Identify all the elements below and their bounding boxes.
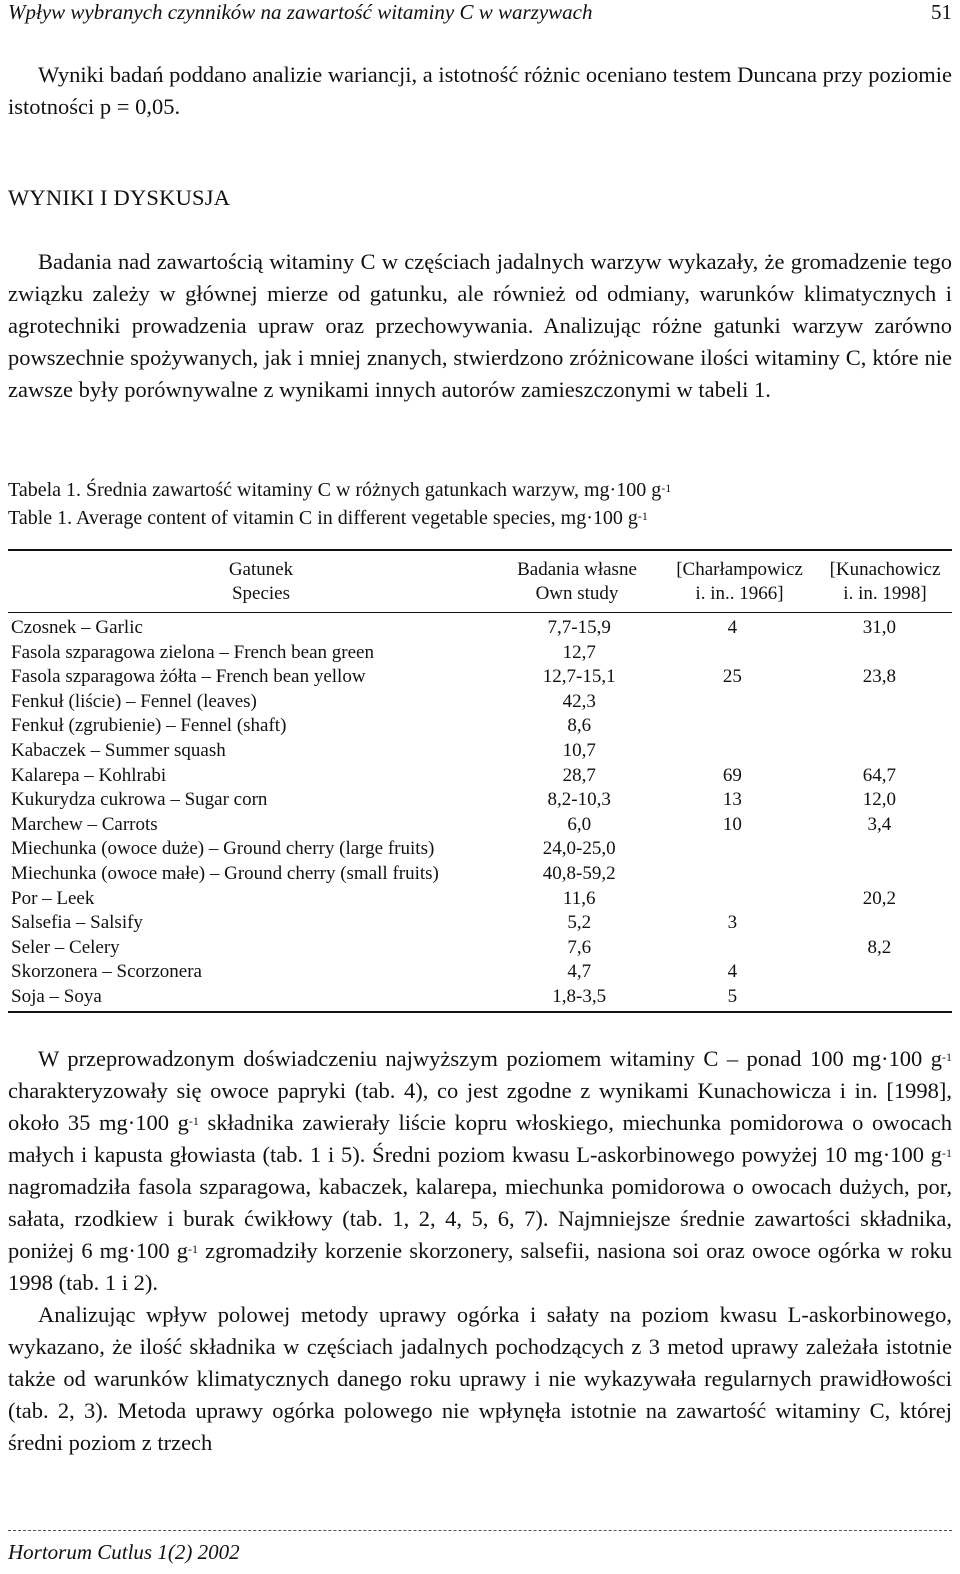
- kunachowicz-cell: [807, 985, 952, 1010]
- own-study-cell: 1,8-3,5: [552, 985, 607, 1007]
- table-row: [8, 690, 952, 715]
- charlampowicz-cell: 5: [727, 985, 738, 1007]
- own-study-cell: 40,8-59,2: [542, 862, 616, 884]
- table-caption-en-text: Table 1. Average content of vitamin C in different vegetable species, mg·100 g: [8, 507, 638, 529]
- own-study-cell: 4,7: [567, 961, 592, 983]
- species-cell: Miechunka (owoce duże) – Ground cherry (large fruits): [11, 838, 435, 860]
- charlampowicz-cell: 13: [722, 789, 742, 811]
- table-row: [8, 714, 952, 739]
- header-charlampowicz: [662, 558, 817, 606]
- table-caption-pl: [8, 477, 671, 503]
- header-ref2-line2: i. in. 1998]: [843, 583, 927, 604]
- own-study-cell: 6,0: [567, 813, 592, 835]
- charlampowicz-cell: [658, 837, 807, 862]
- header-ref2-line1: [Kunachowicz: [829, 559, 941, 580]
- kunachowicz-cell: [807, 862, 952, 887]
- header-species-en: Species: [231, 583, 291, 604]
- own-study-cell: 28,7: [562, 764, 596, 786]
- kunachowicz-cell: [807, 960, 952, 985]
- table-row: [8, 665, 952, 690]
- species-cell: Salsefia – Salsify: [11, 912, 143, 934]
- unit-superscript: -1: [942, 1050, 952, 1064]
- kunachowicz-cell: 64,7: [862, 764, 897, 786]
- kunachowicz-cell: 23,8: [862, 666, 897, 688]
- kunachowicz-cell: [807, 714, 952, 739]
- charlampowicz-cell: [658, 641, 807, 666]
- table-row: [8, 641, 952, 666]
- table-row: [8, 616, 952, 641]
- header-ref1-line2: i. in.. 1966]: [695, 583, 784, 604]
- own-study-cell: 12,7: [562, 641, 596, 663]
- charlampowicz-cell: [658, 862, 807, 887]
- species-cell: Seler – Celery: [11, 936, 120, 958]
- results-paragraph: Badania nad zawartością witaminy C w częściach jadalnych warzyw wykazały, że gromadzenie tego związku zależy w głównej mierze od gatunku, ale również od odmiany, warunków klimatycznych i agrotechniki prowadzenia upraw oraz przechowywania. Analizując różne gatunki warzyw zarówno powszechnie spożywanych, jak i mniej znanych, stwierdzono zróżnicowane ilości witaminy C, które nie zawsze były porównywalne z wynikami innych autorów zamieszczonymi w tabeli 1.: [8, 249, 952, 402]
- table-row: [8, 764, 952, 789]
- intro-paragraph: Wyniki badań poddano analizie wariancji, a istotność różnic oceniano testem Duncana przy poziomie istotności p = 0,05.: [8, 62, 952, 119]
- kunachowicz-cell: [807, 837, 952, 862]
- header-species-pl: Gatunek: [228, 559, 294, 580]
- discussion-paragraph-1: [8, 1043, 952, 1299]
- table-row: [8, 739, 952, 764]
- table-row: [8, 887, 952, 912]
- species-cell: Miechunka (owoce małe) – Ground cherry (small fruits): [11, 862, 439, 884]
- own-study-cell: 11,6: [562, 887, 596, 909]
- species-cell: Czosnek – Garlic: [11, 617, 143, 638]
- kunachowicz-cell: [807, 641, 952, 666]
- header-own-en: Own study: [535, 583, 619, 604]
- charlampowicz-cell: 25: [722, 666, 742, 688]
- charlampowicz-cell: [658, 887, 807, 912]
- charlampowicz-cell: 69: [722, 764, 742, 786]
- header-own-pl: Badania własne: [517, 559, 637, 580]
- discussion-text: zgromadziły korzenie skorzonery, salsefii, nasiona soi oraz owoce ogórka w roku 1998 (tab. 1 i 2).: [8, 1238, 952, 1295]
- own-study-cell: 7,6: [567, 936, 592, 958]
- own-study-cell: 42,3: [562, 690, 596, 712]
- footer-rule: [8, 1530, 952, 1531]
- species-cell: Marchew – Carrots: [11, 813, 158, 835]
- species-cell: Por – Leek: [11, 887, 95, 909]
- kunachowicz-cell: [807, 739, 952, 764]
- table-caption-en: [8, 505, 648, 531]
- own-study-cell: 10,7: [562, 739, 596, 761]
- table-bottom-rule: [8, 1011, 952, 1013]
- charlampowicz-cell: 4: [727, 961, 738, 983]
- table-row: [8, 911, 952, 936]
- discussion-paragraphs: [8, 1043, 952, 1459]
- species-cell: Skorzonera – Scorzonera: [11, 961, 202, 983]
- table-row: [8, 837, 952, 862]
- running-header-title: Wpływ wybranych czynników na zawartość witaminy C w warzywach: [8, 0, 593, 24]
- table-row: [8, 813, 952, 838]
- table-top-rule: [8, 549, 952, 551]
- charlampowicz-cell: [658, 936, 807, 961]
- table-row: [8, 862, 952, 887]
- table-caption-pl-text: Tabela 1. Średnia zawartość witaminy C w różnych gatunkach warzyw, mg·100 g: [8, 479, 662, 501]
- discussion-text: W przeprowadzonym doświadczeniu najwyższym poziomem witaminy C – ponad 100 mg·100 g: [38, 1046, 942, 1071]
- own-study-cell: 8,2-10,3: [547, 789, 611, 811]
- own-study-cell: 8,6: [567, 715, 592, 737]
- caption-superscript: -1: [661, 481, 672, 495]
- table-row: [8, 788, 952, 813]
- species-cell: Soja – Soya: [11, 985, 102, 1007]
- table-row: [8, 985, 952, 1010]
- species-cell: Kabaczek – Summer squash: [11, 739, 226, 761]
- caption-superscript: -1: [637, 509, 648, 523]
- own-study-cell: 12,7-15,1: [542, 666, 616, 688]
- charlampowicz-cell: [658, 690, 807, 715]
- table-header-rule: [8, 612, 952, 613]
- header-own-study: [498, 558, 656, 606]
- section-heading: WYNIKI I DYSKUSJA: [8, 185, 231, 210]
- kunachowicz-cell: 3,4: [867, 813, 892, 835]
- charlampowicz-cell: [658, 739, 807, 764]
- header-kunachowicz: [815, 558, 955, 606]
- kunachowicz-cell: [807, 911, 952, 936]
- species-cell: Kukurydza cukrowa – Sugar corn: [11, 789, 268, 811]
- discussion-text: składnika zawierały liście kopru włoskiego, miechunka pomidorowa o owocach małych i kapusta głowiasta (tab. 1 i 5). Średni poziom kwasu L-askorbinowego powyżej 10 mg·100 g: [8, 1110, 952, 1167]
- charlampowicz-cell: 4: [727, 617, 738, 638]
- kunachowicz-cell: 8,2: [867, 936, 892, 958]
- own-study-cell: 24,0-25,0: [542, 838, 616, 860]
- kunachowicz-cell: 12,0: [862, 789, 897, 811]
- kunachowicz-cell: 20,2: [862, 887, 897, 909]
- kunachowicz-cell: [807, 690, 952, 715]
- discussion-paragraph-2: Analizując wpływ polowej metody uprawy ogórka i sałaty na poziom kwasu L-askorbinowego, wykazano, że ilość składnika w częściach jadalnych pochodzących z 3 metod uprawy zależała istotnie także od warunków klimatycznych danego roku uprawy i nie wykazywała regularnych prawidłowości (tab. 2, 3). Metoda uprawy ogórka polowego nie wpłynęła istotnie na zawartość witaminy C, której średni poziom z trzech: [8, 1302, 952, 1455]
- discussion-text: nagromadziła fasola szparagowa, kabaczek, kalarepa, miechunka pomidorowa o owocach dużych, por, sałata, rzodkiew i burak ćwikłowy (tab. 1, 2, 4, 5, 6, 7). Najmniejsze średnie zawartości składnika, poniżej 6 mg·100 g: [8, 1174, 952, 1263]
- charlampowicz-cell: [658, 714, 807, 739]
- table-row: [8, 960, 952, 985]
- unit-superscript: -1: [188, 1114, 199, 1128]
- species-cell: Kalarepa – Kohlrabi: [11, 764, 167, 786]
- header-species: [196, 558, 326, 606]
- species-cell: Fenkuł (zgrubienie) – Fennel (shaft): [11, 715, 287, 737]
- charlampowicz-cell: 10: [722, 813, 742, 835]
- page-number: 51: [931, 0, 952, 24]
- charlampowicz-cell: 3: [727, 912, 738, 934]
- species-cell: Fasola szparagowa żółta – French bean yellow: [11, 666, 366, 688]
- header-ref1-line1: [Charłampowicz: [676, 559, 803, 580]
- vitamin-c-table: [8, 616, 952, 1010]
- own-study-cell: 7,7-15,9: [547, 617, 611, 638]
- unit-superscript: -1: [942, 1146, 952, 1160]
- species-cell: Fenkuł (liście) – Fennel (leaves): [11, 690, 257, 712]
- journal-footer: Hortorum Cutlus 1(2) 2002: [8, 1540, 240, 1564]
- discussion-text: charakteryzowały się owoce papryki (tab. 4), co jest zgodne z wynikami Kunachowicza i in. [1998], około 35 mg·100 g: [8, 1078, 952, 1135]
- running-header: [8, 0, 952, 28]
- species-cell: Fasola szparagowa zielona – French bean green: [11, 641, 374, 663]
- unit-superscript: -1: [188, 1242, 199, 1256]
- table-body: [8, 616, 952, 1010]
- own-study-cell: 5,2: [567, 912, 592, 934]
- table-row: [8, 936, 952, 961]
- kunachowicz-cell: 31,0: [862, 617, 897, 638]
